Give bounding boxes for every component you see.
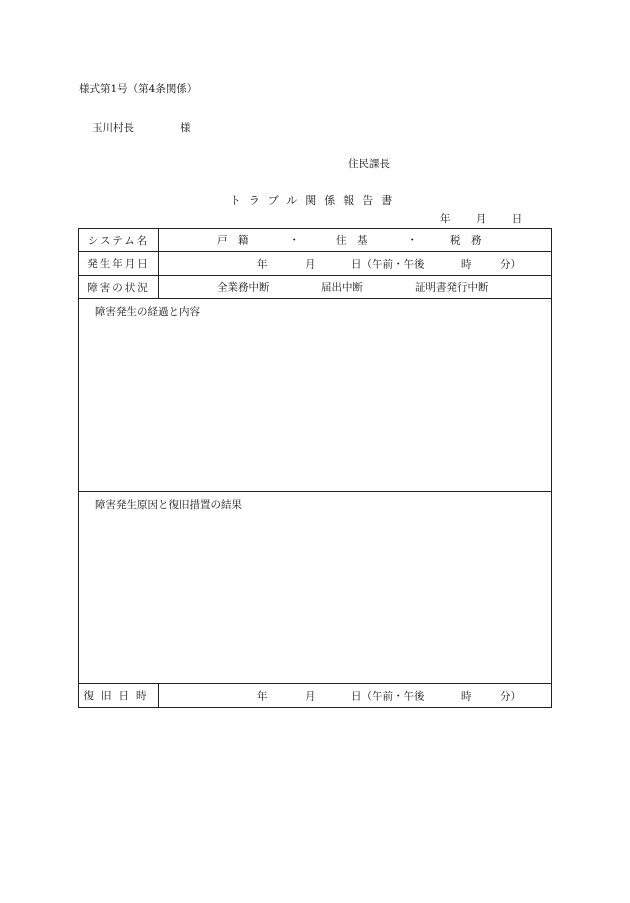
report-date (440, 211, 522, 226)
system-options (159, 229, 551, 251)
status-label: 障害の状況 (79, 276, 159, 298)
system-option-juki[interactable]: 住 基 (336, 234, 368, 247)
occurrence-minute: 分） (500, 258, 521, 270)
occurrence-hour: 時 (461, 258, 472, 270)
report-date-day: 日 (511, 213, 523, 225)
addressee-name: 玉川村長 (92, 122, 134, 134)
progress-label: 障害発生の経過と内容 (95, 306, 200, 318)
recovery-value[interactable] (159, 684, 551, 707)
system-separator: ・ (289, 234, 300, 247)
recovery-month: 月 (305, 690, 316, 702)
form-number: 様式第1号（第4条関係） (79, 83, 198, 95)
occurrence-year: 年 (257, 258, 268, 270)
recovery-day-ampm: 日（午前・午後 (351, 690, 425, 702)
recovery-minute: 分） (500, 690, 521, 702)
recovery-row (79, 684, 551, 707)
progress-box[interactable] (79, 299, 551, 492)
occurrence-day-ampm: 日（午前・午後 (351, 258, 425, 270)
system-option-zeimu[interactable]: 税 務 (450, 234, 482, 247)
status-option-certificate-stopped[interactable]: 証明書発行中断 (415, 281, 489, 294)
recovery-label: 復旧日時 (79, 684, 159, 707)
system-separator: ・ (407, 234, 418, 247)
system-option-koseki[interactable]: 戸 籍 (217, 234, 249, 247)
system-label: システム名 (79, 229, 159, 251)
report-date-month: 月 (475, 213, 487, 225)
cause-box[interactable] (79, 492, 551, 684)
status-options (159, 276, 551, 298)
recovery-year: 年 (257, 690, 268, 702)
occurrence-value[interactable] (159, 252, 551, 275)
sender: 住民課長 (348, 158, 390, 170)
system-row (79, 229, 551, 252)
addressee-honorific: 様 (180, 122, 191, 134)
status-row (79, 276, 551, 299)
report-form (78, 228, 552, 708)
status-option-all-stopped[interactable]: 全業務中断 (217, 281, 270, 294)
recovery-hour: 時 (461, 690, 472, 702)
occurrence-row (79, 252, 551, 276)
report-date-year: 年 (440, 213, 451, 225)
cause-label: 障害発生原因と復旧措置の結果 (95, 499, 242, 511)
addressee (92, 120, 191, 135)
status-option-filing-stopped[interactable]: 届出中断 (321, 281, 363, 294)
occurrence-month: 月 (305, 258, 316, 270)
document-title: トラブル関係報告書 (229, 194, 401, 207)
occurrence-label: 発生年月日 (79, 252, 159, 275)
